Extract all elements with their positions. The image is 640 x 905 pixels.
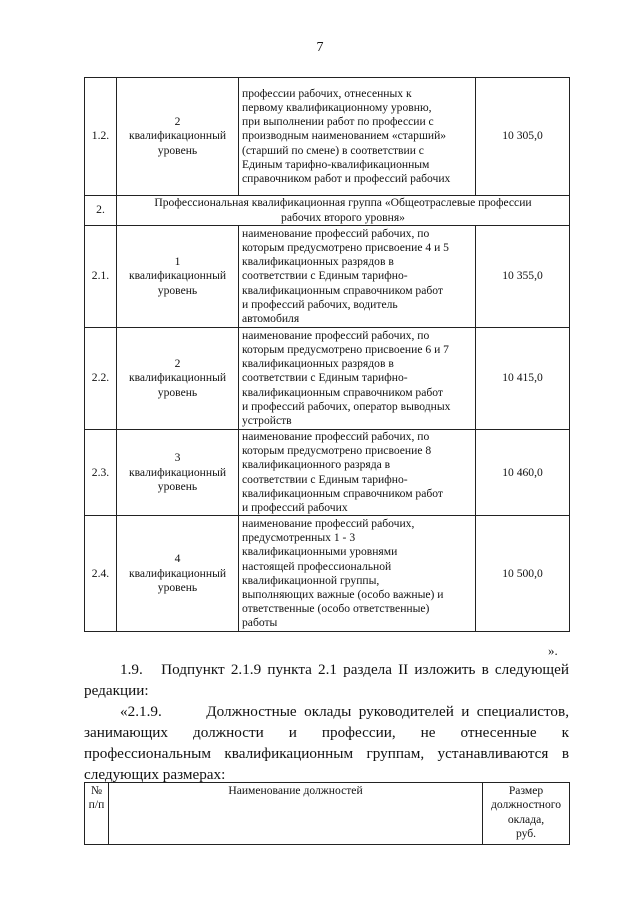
description-line: и профессий рабочих, оператор выводных xyxy=(242,399,451,413)
salary-table xyxy=(84,77,570,632)
profession-description xyxy=(239,78,476,196)
row-number: 2.4. xyxy=(85,516,117,632)
description-line: и профессий рабочих xyxy=(242,501,348,515)
description-line: настоящей профессиональной xyxy=(242,559,392,573)
description-line: Единым тарифно-квалификационным xyxy=(242,157,430,171)
level-line: квалификационный xyxy=(128,269,227,283)
level-line: уровень xyxy=(157,283,198,297)
description-line: выполняющих важные (особо важные) и xyxy=(242,587,444,601)
description-line: наименование профессий рабочих, xyxy=(242,516,415,530)
description-line: устройств xyxy=(242,414,292,427)
table-row xyxy=(85,516,570,632)
description-line: при выполнении работ по профессии с xyxy=(242,115,434,129)
level-line: уровень xyxy=(157,385,198,399)
salary-value: 10 500,0 xyxy=(476,516,570,632)
description-line: соответствии с Единым тарифно- xyxy=(242,371,408,385)
level-line: 4 xyxy=(174,552,181,566)
row-number: 2. xyxy=(85,196,117,226)
description-line: справочником работ и профессий рабочих xyxy=(242,172,451,185)
description-line: квалификационным справочником работ xyxy=(242,385,443,399)
qualification-level xyxy=(117,226,239,328)
header-salary-line: Размер xyxy=(508,784,544,797)
profession-description xyxy=(239,328,476,430)
level-line: уровень xyxy=(157,479,198,493)
description-line: (старший по смене) в соответствии с xyxy=(242,143,424,157)
level-line: 1 xyxy=(174,255,181,269)
page-number: 7 xyxy=(316,40,324,55)
group-title-line: рабочих второго уровня» xyxy=(281,210,405,224)
profession-description xyxy=(239,430,476,516)
description-line: предусмотренных 1 - 3 xyxy=(242,531,356,545)
salary-value: 10 305,0 xyxy=(476,78,570,196)
level-line: квалификационный xyxy=(128,465,227,479)
closing-quote: ». xyxy=(548,643,558,658)
header-salary-line: руб. xyxy=(515,827,537,841)
description-line: соответствии с Единым тарифно- xyxy=(242,472,408,486)
level-line: уровень xyxy=(157,580,198,594)
salary-value: 10 460,0 xyxy=(476,430,570,516)
level-line: квалификационный xyxy=(128,371,227,385)
description-line: квалификационным справочником работ xyxy=(242,283,443,297)
description-line: ответственные (особо ответственные) xyxy=(242,602,430,616)
description-line: которым предусмотрено присвоение 8 xyxy=(242,444,432,458)
salary-value: 10 355,0 xyxy=(476,226,570,328)
description-line: и профессий рабочих, водитель xyxy=(242,297,398,311)
description-line: наименование профессий рабочих, по xyxy=(242,328,430,342)
description-line: наименование профессий рабочих, по xyxy=(242,430,430,443)
description-line: квалификационного разряда в xyxy=(242,458,391,472)
level-line: 2 xyxy=(174,115,181,129)
row-number: 2.2. xyxy=(85,328,117,430)
description-line: первому квалификационному уровню, xyxy=(242,100,432,114)
description-line: квалификационных разрядов в xyxy=(242,255,394,269)
description-line: квалификационных разрядов в xyxy=(242,357,394,371)
description-line: наименование профессий рабочих, по xyxy=(242,226,430,240)
description-line: которым предусмотрено присвоение 4 и 5 xyxy=(242,240,449,254)
header-salary-line: должностного xyxy=(490,798,562,812)
qualification-level xyxy=(117,430,239,516)
description-line: квалификационными уровнями xyxy=(242,545,398,559)
paragraph-2-1-9: «2.1.9. Должностные оклады руководителей и специалистов, занимающих должности и профессии, не отнесенные к профессиональным квалификационным группам, устанавливаются в следующих размерах: xyxy=(84,703,569,783)
salary-value: 10 415,0 xyxy=(476,328,570,430)
group-title-line: Профессиональная квалификационная группа «Общеотраслевые профессии xyxy=(154,196,532,210)
description-line: соответствии с Единым тарифно- xyxy=(242,269,408,283)
description-line: работы xyxy=(242,616,278,630)
positions-table-header xyxy=(84,782,570,845)
description-line: производным наименованием «старший» xyxy=(242,129,447,143)
description-line: квалификационным справочником работ xyxy=(242,486,443,500)
profession-description xyxy=(239,226,476,328)
level-line: 3 xyxy=(174,451,181,465)
table-row xyxy=(85,226,570,328)
description-line: автомобиля xyxy=(242,312,300,325)
level-line: уровень xyxy=(157,143,198,157)
row-number: 2.3. xyxy=(85,430,117,516)
header-num-line: № xyxy=(90,784,103,797)
level-line: 2 xyxy=(174,357,181,371)
qualification-level xyxy=(117,516,239,632)
header-num xyxy=(85,783,109,845)
row-number: 1.2. xyxy=(85,78,117,196)
table-row xyxy=(85,78,570,196)
description-line: профессии рабочих, отнесенных к xyxy=(242,86,412,100)
header-salary xyxy=(483,783,570,845)
row-number: 2.1. xyxy=(85,226,117,328)
qualification-level xyxy=(117,78,239,196)
header-salary-line: оклада, xyxy=(507,812,545,826)
paragraph-1-9: 1.9. Подпункт 2.1.9 пункта 2.1 раздела II изложить в следующей редакции: xyxy=(84,661,569,699)
group-title xyxy=(117,196,570,226)
description-line: квалификационной группы, xyxy=(242,573,380,587)
level-line: квалификационный xyxy=(128,129,227,143)
description-line: которым предусмотрено присвоение 6 и 7 xyxy=(242,342,449,356)
header-position-name: Наименование должностей xyxy=(109,783,483,845)
level-line: квалификационный xyxy=(128,566,227,580)
profession-description xyxy=(239,516,476,632)
group-row xyxy=(85,196,570,226)
table-row xyxy=(85,328,570,430)
header-num-line: п/п xyxy=(88,798,105,812)
qualification-level xyxy=(117,328,239,430)
table-row xyxy=(85,430,570,516)
